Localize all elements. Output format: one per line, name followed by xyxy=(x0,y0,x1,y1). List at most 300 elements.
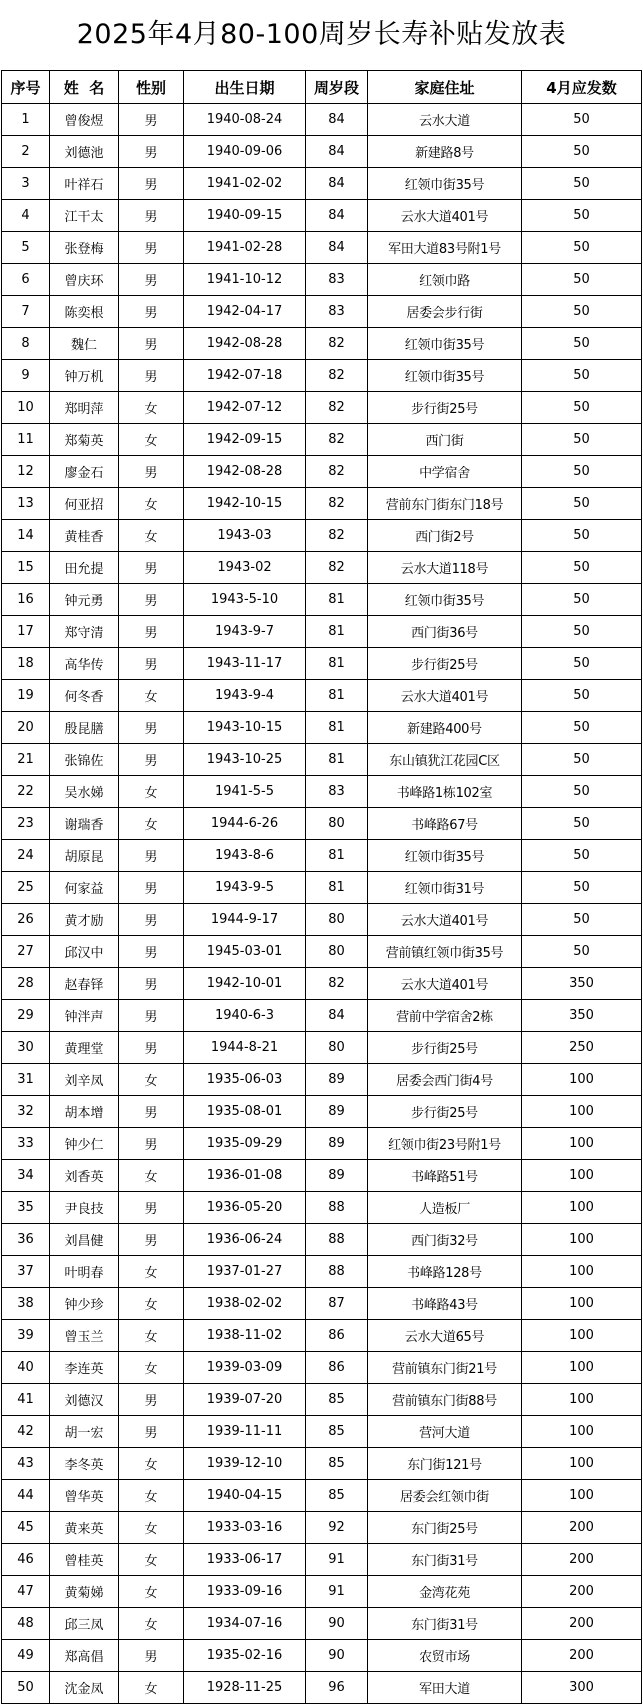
cell-amount: 200 xyxy=(522,1544,642,1576)
cell-index: 39 xyxy=(2,1320,50,1352)
cell-birthdate: 1943-10-15 xyxy=(184,712,306,744)
cell-birthdate: 1944-8-21 xyxy=(184,1032,306,1064)
table-row xyxy=(2,1416,642,1448)
cell-birthdate: 1938-11-02 xyxy=(184,1320,306,1352)
table-row xyxy=(2,136,642,168)
cell-amount: 100 xyxy=(522,1448,642,1480)
table-body xyxy=(2,104,642,1704)
cell-birthdate: 1935-08-01 xyxy=(184,1096,306,1128)
cell-age: 86 xyxy=(306,1352,368,1384)
cell-address: 红领巾街35号 xyxy=(368,840,522,872)
cell-name: 何亚招 xyxy=(50,488,119,520)
cell-age: 81 xyxy=(306,616,368,648)
cell-birthdate: 1934-07-16 xyxy=(184,1608,306,1640)
cell-amount: 100 xyxy=(522,1096,642,1128)
cell-name: 郑菊英 xyxy=(50,424,119,456)
cell-amount: 200 xyxy=(522,1576,642,1608)
table-row xyxy=(2,1672,642,1704)
cell-gender: 男 xyxy=(119,712,184,744)
cell-gender: 男 xyxy=(119,136,184,168)
table-row xyxy=(2,200,642,232)
cell-index: 10 xyxy=(2,392,50,424)
cell-index: 17 xyxy=(2,616,50,648)
cell-index: 41 xyxy=(2,1384,50,1416)
cell-birthdate: 1928-11-25 xyxy=(184,1672,306,1704)
cell-age: 80 xyxy=(306,904,368,936)
table-row xyxy=(2,296,642,328)
cell-address: 红领巾路 xyxy=(368,264,522,296)
cell-birthdate: 1940-04-15 xyxy=(184,1480,306,1512)
cell-address: 红领巾街35号 xyxy=(368,360,522,392)
cell-index: 38 xyxy=(2,1288,50,1320)
cell-birthdate: 1939-12-10 xyxy=(184,1448,306,1480)
cell-address: 红领巾街31号 xyxy=(368,872,522,904)
cell-age: 90 xyxy=(306,1608,368,1640)
cell-birthdate: 1936-01-08 xyxy=(184,1160,306,1192)
cell-address: 云水大道 xyxy=(368,104,522,136)
cell-age: 83 xyxy=(306,264,368,296)
cell-name: 谢瑞香 xyxy=(50,808,119,840)
cell-name: 黄理堂 xyxy=(50,1032,119,1064)
table-row xyxy=(2,1640,642,1672)
cell-index: 44 xyxy=(2,1480,50,1512)
cell-address: 营前东门街东门18号 xyxy=(368,488,522,520)
cell-birthdate: 1941-02-02 xyxy=(184,168,306,200)
cell-address: 营前镇东门街21号 xyxy=(368,1352,522,1384)
cell-name: 钟泮声 xyxy=(50,1000,119,1032)
cell-gender: 女 xyxy=(119,1608,184,1640)
table-row xyxy=(2,1000,642,1032)
cell-amount: 100 xyxy=(522,1384,642,1416)
cell-name: 胡本增 xyxy=(50,1096,119,1128)
cell-age: 91 xyxy=(306,1544,368,1576)
cell-birthdate: 1937-01-27 xyxy=(184,1256,306,1288)
cell-age: 84 xyxy=(306,168,368,200)
cell-index: 43 xyxy=(2,1448,50,1480)
cell-age: 89 xyxy=(306,1064,368,1096)
table-row xyxy=(2,520,642,552)
table-header-row xyxy=(2,71,642,104)
table-row xyxy=(2,904,642,936)
cell-name: 郑明萍 xyxy=(50,392,119,424)
cell-gender: 男 xyxy=(119,1096,184,1128)
cell-birthdate: 1942-07-12 xyxy=(184,392,306,424)
cell-gender: 女 xyxy=(119,488,184,520)
cell-gender: 男 xyxy=(119,1128,184,1160)
cell-age: 81 xyxy=(306,648,368,680)
cell-address: 云水大道65号 xyxy=(368,1320,522,1352)
cell-age: 88 xyxy=(306,1224,368,1256)
cell-name: 黄桂香 xyxy=(50,520,119,552)
cell-index: 36 xyxy=(2,1224,50,1256)
table-row xyxy=(2,1064,642,1096)
cell-gender: 男 xyxy=(119,360,184,392)
table-row xyxy=(2,264,642,296)
cell-address: 居委会西门街4号 xyxy=(368,1064,522,1096)
cell-address: 新建路400号 xyxy=(368,712,522,744)
cell-address: 东门街25号 xyxy=(368,1512,522,1544)
cell-address: 营前镇红领巾街35号 xyxy=(368,936,522,968)
cell-gender: 男 xyxy=(119,584,184,616)
cell-address: 西门街2号 xyxy=(368,520,522,552)
cell-amount: 50 xyxy=(522,456,642,488)
cell-amount: 50 xyxy=(522,744,642,776)
cell-address: 步行街25号 xyxy=(368,1032,522,1064)
cell-name: 胡原昆 xyxy=(50,840,119,872)
table-row xyxy=(2,1320,642,1352)
cell-age: 82 xyxy=(306,552,368,584)
cell-index: 20 xyxy=(2,712,50,744)
cell-index: 3 xyxy=(2,168,50,200)
cell-age: 82 xyxy=(306,424,368,456)
cell-gender: 男 xyxy=(119,1416,184,1448)
cell-age: 88 xyxy=(306,1256,368,1288)
cell-birthdate: 1935-09-29 xyxy=(184,1128,306,1160)
cell-amount: 50 xyxy=(522,136,642,168)
cell-index: 28 xyxy=(2,968,50,1000)
cell-age: 89 xyxy=(306,1128,368,1160)
table-row xyxy=(2,776,642,808)
cell-index: 12 xyxy=(2,456,50,488)
cell-index: 37 xyxy=(2,1256,50,1288)
cell-age: 80 xyxy=(306,1032,368,1064)
cell-gender: 女 xyxy=(119,520,184,552)
page-title: 2025年4月80-100周岁长寿补贴发放表 xyxy=(76,19,567,50)
cell-address: 西门街32号 xyxy=(368,1224,522,1256)
cell-gender: 女 xyxy=(119,424,184,456)
table-row xyxy=(2,1384,642,1416)
cell-name: 邱汉中 xyxy=(50,936,119,968)
cell-amount: 300 xyxy=(522,1672,642,1704)
cell-amount: 50 xyxy=(522,232,642,264)
cell-name: 黄菊娣 xyxy=(50,1576,119,1608)
cell-gender: 男 xyxy=(119,968,184,1000)
cell-age: 81 xyxy=(306,712,368,744)
table-row xyxy=(2,1032,642,1064)
cell-index: 24 xyxy=(2,840,50,872)
cell-age: 85 xyxy=(306,1416,368,1448)
cell-name: 黄来英 xyxy=(50,1512,119,1544)
cell-name: 曾桂英 xyxy=(50,1544,119,1576)
cell-name: 何家益 xyxy=(50,872,119,904)
cell-birthdate: 1944-6-26 xyxy=(184,808,306,840)
cell-name: 曾华英 xyxy=(50,1480,119,1512)
table-row xyxy=(2,584,642,616)
cell-name: 钟少珍 xyxy=(50,1288,119,1320)
cell-index: 47 xyxy=(2,1576,50,1608)
cell-gender: 女 xyxy=(119,1544,184,1576)
cell-age: 96 xyxy=(306,1672,368,1704)
cell-index: 18 xyxy=(2,648,50,680)
cell-age: 92 xyxy=(306,1512,368,1544)
cell-birthdate: 1943-02 xyxy=(184,552,306,584)
cell-name: 廖金石 xyxy=(50,456,119,488)
cell-birthdate: 1942-10-15 xyxy=(184,488,306,520)
table-row xyxy=(2,1256,642,1288)
table-row xyxy=(2,1352,642,1384)
cell-address: 居委会红领巾街 xyxy=(368,1480,522,1512)
cell-address: 步行街25号 xyxy=(368,1096,522,1128)
cell-index: 1 xyxy=(2,104,50,136)
cell-birthdate: 1941-5-5 xyxy=(184,776,306,808)
cell-index: 33 xyxy=(2,1128,50,1160)
cell-amount: 100 xyxy=(522,1192,642,1224)
cell-birthdate: 1942-10-01 xyxy=(184,968,306,1000)
cell-name: 刘德池 xyxy=(50,136,119,168)
cell-amount: 50 xyxy=(522,584,642,616)
col-header-index: 序号 xyxy=(2,71,50,104)
table-row xyxy=(2,744,642,776)
cell-birthdate: 1940-6-3 xyxy=(184,1000,306,1032)
cell-amount: 50 xyxy=(522,872,642,904)
cell-address: 营河大道 xyxy=(368,1416,522,1448)
cell-name: 黄才励 xyxy=(50,904,119,936)
table-row xyxy=(2,232,642,264)
cell-gender: 男 xyxy=(119,104,184,136)
cell-gender: 女 xyxy=(119,1512,184,1544)
table-row xyxy=(2,968,642,1000)
cell-address: 步行街25号 xyxy=(368,648,522,680)
cell-birthdate: 1939-03-09 xyxy=(184,1352,306,1384)
cell-amount: 100 xyxy=(522,1128,642,1160)
cell-age: 89 xyxy=(306,1096,368,1128)
cell-birthdate: 1945-03-01 xyxy=(184,936,306,968)
cell-name: 刘辛凤 xyxy=(50,1064,119,1096)
cell-birthdate: 1938-02-02 xyxy=(184,1288,306,1320)
cell-index: 9 xyxy=(2,360,50,392)
cell-gender: 女 xyxy=(119,680,184,712)
cell-age: 83 xyxy=(306,296,368,328)
cell-amount: 50 xyxy=(522,104,642,136)
cell-gender: 男 xyxy=(119,552,184,584)
cell-index: 49 xyxy=(2,1640,50,1672)
cell-birthdate: 1943-9-4 xyxy=(184,680,306,712)
cell-age: 81 xyxy=(306,872,368,904)
cell-name: 叶明春 xyxy=(50,1256,119,1288)
cell-birthdate: 1943-8-6 xyxy=(184,840,306,872)
table-row xyxy=(2,1480,642,1512)
cell-index: 5 xyxy=(2,232,50,264)
cell-index: 15 xyxy=(2,552,50,584)
cell-index: 19 xyxy=(2,680,50,712)
cell-name: 沈金凤 xyxy=(50,1672,119,1704)
cell-address: 农贸市场 xyxy=(368,1640,522,1672)
cell-amount: 50 xyxy=(522,296,642,328)
cell-amount: 100 xyxy=(522,1064,642,1096)
cell-name: 钟元勇 xyxy=(50,584,119,616)
cell-birthdate: 1943-03 xyxy=(184,520,306,552)
cell-amount: 50 xyxy=(522,392,642,424)
table-row xyxy=(2,456,642,488)
cell-amount: 50 xyxy=(522,520,642,552)
cell-amount: 50 xyxy=(522,712,642,744)
table-row xyxy=(2,616,642,648)
cell-address: 红领巾街23号附1号 xyxy=(368,1128,522,1160)
col-header-amount: 4月应发数 xyxy=(522,71,642,104)
table-row xyxy=(2,1448,642,1480)
cell-gender: 男 xyxy=(119,840,184,872)
subsidy-table xyxy=(1,70,642,1704)
cell-index: 21 xyxy=(2,744,50,776)
cell-amount: 50 xyxy=(522,360,642,392)
cell-name: 魏仁 xyxy=(50,328,119,360)
table-row xyxy=(2,1224,642,1256)
cell-age: 82 xyxy=(306,392,368,424)
cell-amount: 50 xyxy=(522,328,642,360)
cell-age: 80 xyxy=(306,808,368,840)
cell-birthdate: 1943-9-5 xyxy=(184,872,306,904)
cell-gender: 男 xyxy=(119,872,184,904)
cell-birthdate: 1936-06-24 xyxy=(184,1224,306,1256)
table-row xyxy=(2,424,642,456)
cell-amount: 350 xyxy=(522,968,642,1000)
cell-birthdate: 1935-06-03 xyxy=(184,1064,306,1096)
cell-age: 82 xyxy=(306,360,368,392)
cell-amount: 100 xyxy=(522,1480,642,1512)
cell-age: 82 xyxy=(306,456,368,488)
cell-index: 13 xyxy=(2,488,50,520)
table-row xyxy=(2,392,642,424)
cell-index: 23 xyxy=(2,808,50,840)
cell-gender: 女 xyxy=(119,1672,184,1704)
cell-amount: 250 xyxy=(522,1032,642,1064)
cell-name: 江干太 xyxy=(50,200,119,232)
cell-birthdate: 1941-02-28 xyxy=(184,232,306,264)
cell-age: 91 xyxy=(306,1576,368,1608)
cell-address: 西门街36号 xyxy=(368,616,522,648)
table-row xyxy=(2,1512,642,1544)
cell-amount: 50 xyxy=(522,488,642,520)
cell-age: 82 xyxy=(306,968,368,1000)
table-row xyxy=(2,680,642,712)
cell-birthdate: 1933-03-16 xyxy=(184,1512,306,1544)
table-row xyxy=(2,840,642,872)
cell-index: 35 xyxy=(2,1192,50,1224)
cell-birthdate: 1941-10-12 xyxy=(184,264,306,296)
col-header-name: 姓 名 xyxy=(50,71,119,104)
cell-index: 48 xyxy=(2,1608,50,1640)
cell-index: 26 xyxy=(2,904,50,936)
cell-amount: 100 xyxy=(522,1160,642,1192)
cell-name: 殷昆膳 xyxy=(50,712,119,744)
cell-index: 42 xyxy=(2,1416,50,1448)
cell-address: 营前中学宿舍2栋 xyxy=(368,1000,522,1032)
cell-amount: 350 xyxy=(522,1000,642,1032)
cell-age: 81 xyxy=(306,744,368,776)
cell-name: 尹良技 xyxy=(50,1192,119,1224)
cell-amount: 200 xyxy=(522,1512,642,1544)
cell-age: 82 xyxy=(306,328,368,360)
cell-birthdate: 1935-02-16 xyxy=(184,1640,306,1672)
cell-name: 田允提 xyxy=(50,552,119,584)
cell-amount: 50 xyxy=(522,776,642,808)
cell-age: 84 xyxy=(306,1000,368,1032)
cell-amount: 200 xyxy=(522,1608,642,1640)
cell-index: 32 xyxy=(2,1096,50,1128)
cell-amount: 50 xyxy=(522,200,642,232)
cell-address: 步行街25号 xyxy=(368,392,522,424)
cell-age: 84 xyxy=(306,136,368,168)
cell-index: 45 xyxy=(2,1512,50,1544)
cell-amount: 50 xyxy=(522,680,642,712)
cell-address: 中学宿舍 xyxy=(368,456,522,488)
cell-address: 军田大道 xyxy=(368,1672,522,1704)
cell-gender: 男 xyxy=(119,1384,184,1416)
cell-gender: 男 xyxy=(119,1192,184,1224)
cell-gender: 女 xyxy=(119,1288,184,1320)
cell-name: 曾玉兰 xyxy=(50,1320,119,1352)
cell-age: 84 xyxy=(306,200,368,232)
cell-birthdate: 1942-08-28 xyxy=(184,328,306,360)
cell-amount: 100 xyxy=(522,1320,642,1352)
cell-gender: 男 xyxy=(119,456,184,488)
cell-gender: 男 xyxy=(119,328,184,360)
cell-gender: 男 xyxy=(119,296,184,328)
cell-birthdate: 1936-05-20 xyxy=(184,1192,306,1224)
cell-name: 高华传 xyxy=(50,648,119,680)
cell-birthdate: 1939-07-20 xyxy=(184,1384,306,1416)
cell-address: 人造板厂 xyxy=(368,1192,522,1224)
cell-index: 7 xyxy=(2,296,50,328)
cell-age: 81 xyxy=(306,584,368,616)
cell-name: 吴水娣 xyxy=(50,776,119,808)
cell-name: 刘德汉 xyxy=(50,1384,119,1416)
cell-gender: 女 xyxy=(119,1064,184,1096)
cell-address: 东门街31号 xyxy=(368,1544,522,1576)
cell-address: 书峰路128号 xyxy=(368,1256,522,1288)
cell-index: 34 xyxy=(2,1160,50,1192)
table-row xyxy=(2,936,642,968)
cell-amount: 50 xyxy=(522,936,642,968)
cell-index: 27 xyxy=(2,936,50,968)
cell-name: 刘香英 xyxy=(50,1160,119,1192)
cell-address: 书峰路67号 xyxy=(368,808,522,840)
table-row xyxy=(2,712,642,744)
cell-gender: 女 xyxy=(119,1320,184,1352)
col-header-age-group: 周岁段 xyxy=(306,71,368,104)
cell-address: 红领巾街35号 xyxy=(368,328,522,360)
cell-age: 85 xyxy=(306,1480,368,1512)
cell-birthdate: 1942-08-28 xyxy=(184,456,306,488)
cell-name: 刘昌健 xyxy=(50,1224,119,1256)
cell-address: 东山镇犹江花园C区 xyxy=(368,744,522,776)
col-header-gender: 性别 xyxy=(119,71,184,104)
cell-gender: 男 xyxy=(119,904,184,936)
cell-amount: 100 xyxy=(522,1256,642,1288)
cell-gender: 男 xyxy=(119,936,184,968)
cell-address: 云水大道401号 xyxy=(368,904,522,936)
cell-amount: 100 xyxy=(522,1288,642,1320)
cell-address: 营前镇东门街88号 xyxy=(368,1384,522,1416)
cell-birthdate: 1943-10-25 xyxy=(184,744,306,776)
cell-gender: 男 xyxy=(119,168,184,200)
cell-gender: 男 xyxy=(119,1640,184,1672)
cell-name: 陈奕根 xyxy=(50,296,119,328)
cell-age: 84 xyxy=(306,232,368,264)
cell-gender: 女 xyxy=(119,1448,184,1480)
cell-address: 西门街 xyxy=(368,424,522,456)
table-row xyxy=(2,872,642,904)
cell-amount: 50 xyxy=(522,264,642,296)
cell-birthdate: 1939-11-11 xyxy=(184,1416,306,1448)
cell-age: 81 xyxy=(306,680,368,712)
cell-gender: 男 xyxy=(119,232,184,264)
cell-amount: 100 xyxy=(522,1416,642,1448)
cell-birthdate: 1940-08-24 xyxy=(184,104,306,136)
cell-name: 赵春铎 xyxy=(50,968,119,1000)
cell-gender: 男 xyxy=(119,744,184,776)
table-row xyxy=(2,1192,642,1224)
